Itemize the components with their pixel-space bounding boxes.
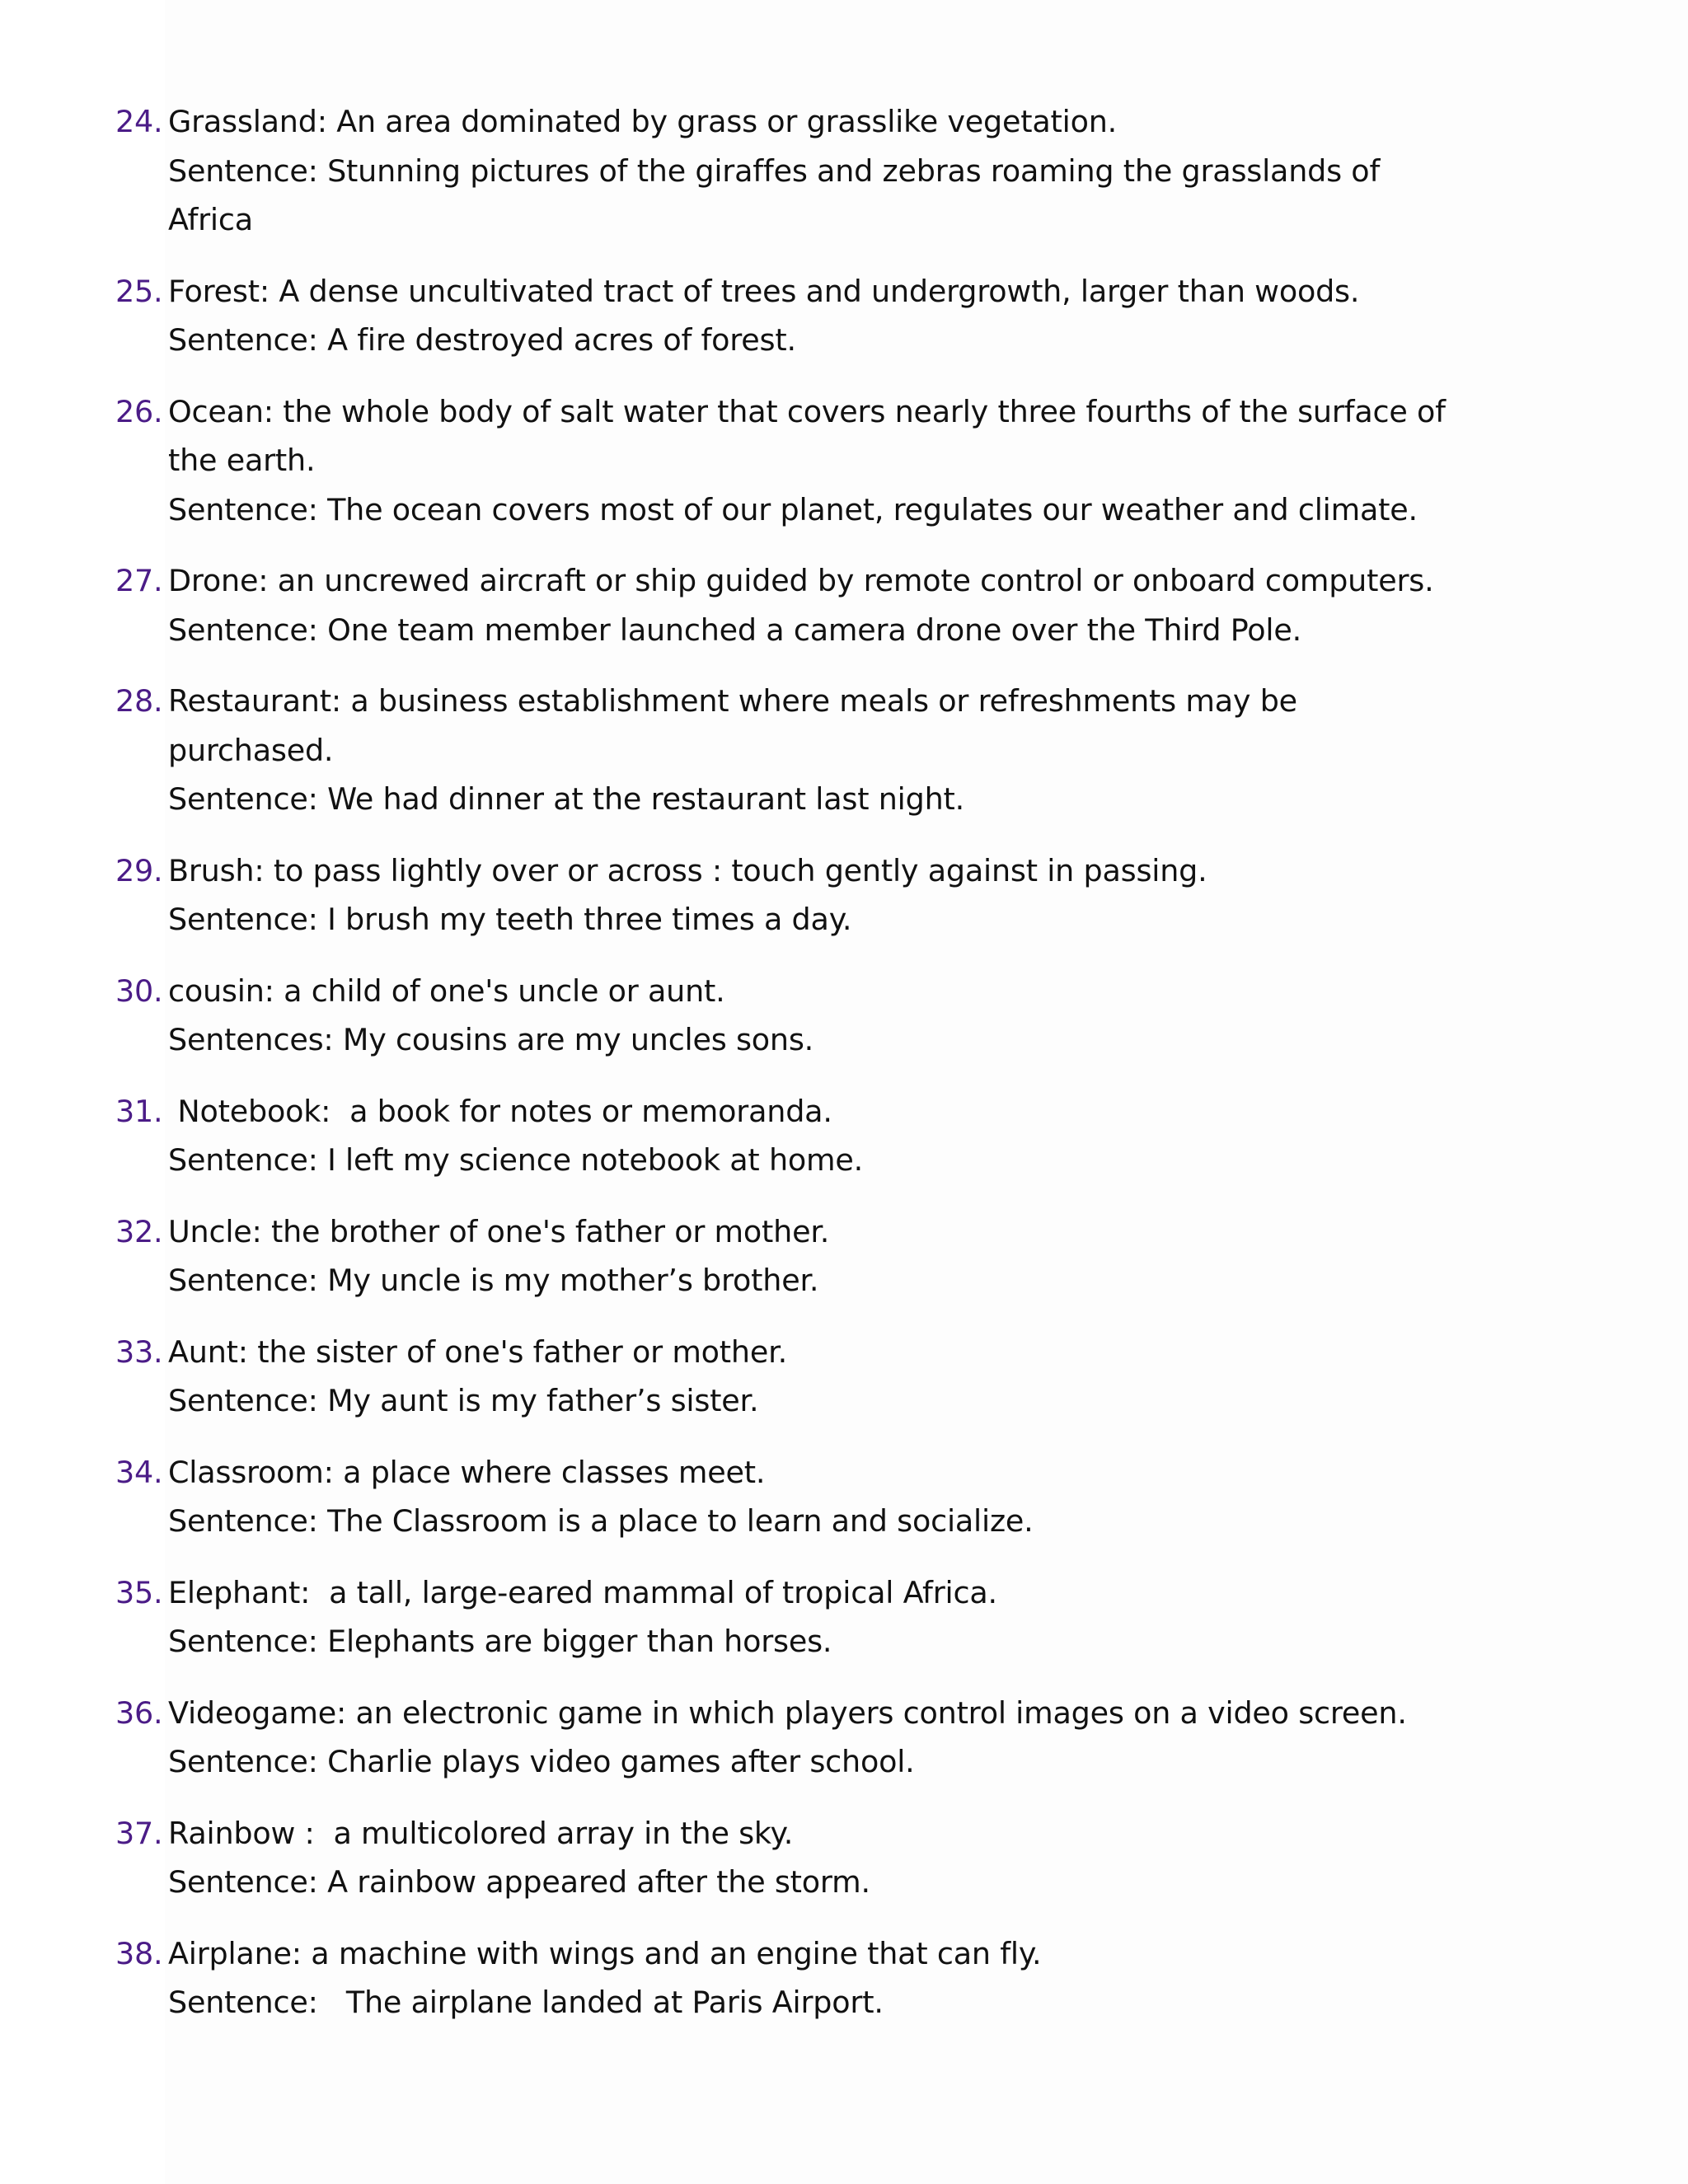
item-sentence: Sentence: Stunning pictures of the giraffes and zebras roaming the grasslands of Africa (168, 152, 1381, 237)
list-item (115, 97, 1467, 245)
item-sentence: Sentence: I left my science notebook at home. (168, 1142, 864, 1178)
list-item (115, 1087, 1467, 1185)
item-sentence: Sentence: A rainbow appeared after the storm. (168, 1864, 870, 1900)
list-item (115, 677, 1467, 824)
item-number: 26. (115, 393, 163, 429)
list-item (115, 967, 1467, 1065)
item-number: 30. (115, 972, 163, 1009)
item-sentence: Sentence: The Classroom is a place to learn and socialize. (168, 1503, 1034, 1539)
item-number: 37. (115, 1815, 163, 1851)
item-sentence: Sentence: One team member launched a camera drone over the Third Pole. (168, 612, 1302, 648)
item-definition: cousin: a child of one's uncle or aunt. (168, 972, 725, 1009)
item-definition: Restaurant: a business establishment where meals or refreshments may be purchased. (168, 683, 1297, 768)
list-item (115, 1448, 1467, 1546)
item-definition: Grassland: An area dominated by grass or grasslike vegetation. (168, 104, 1118, 139)
item-number: 34. (115, 1454, 163, 1490)
item-number: 36. (115, 1694, 163, 1731)
list-item (115, 1328, 1467, 1426)
item-number: 35. (115, 1574, 163, 1610)
list-item (115, 1568, 1467, 1666)
item-sentence: Sentence: A fire destroyed acres of forest. (168, 322, 796, 358)
item-sentence: Sentence: Charlie plays video games after school. (168, 1744, 915, 1779)
item-definition: Uncle: the brother of one's father or mother. (168, 1213, 830, 1249)
item-definition: Aunt: the sister of one's father or mother. (168, 1333, 787, 1370)
item-number: 28. (115, 683, 163, 719)
item-definition: Brush: to pass lightly over or across : touch gently against in passing. (168, 852, 1207, 888)
item-number: 38. (115, 1935, 163, 1971)
list-item (115, 846, 1467, 944)
list-item (115, 1809, 1467, 1907)
item-sentence: Sentences: My cousins are my uncles sons. (168, 1022, 814, 1057)
item-number: 33. (115, 1333, 163, 1370)
item-number: 27. (115, 563, 163, 598)
item-definition: Airplane: a machine with wings and an engine that can fly. (168, 1935, 1042, 1971)
item-definition: Elephant: a tall, large-eared mammal of tropical Africa. (168, 1574, 997, 1610)
item-definition: Forest: A dense uncultivated tract of trees and undergrowth, larger than woods. (168, 273, 1360, 309)
item-sentence: Sentence: Elephants are bigger than horses. (168, 1624, 832, 1659)
item-sentence: Sentence: We had dinner at the restaurant last night. (168, 781, 965, 817)
item-sentence: Sentence: I brush my teeth three times a day. (168, 902, 852, 937)
item-sentence: Sentence: The airplane landed at Paris Airport. (168, 1985, 884, 2020)
item-number: 29. (115, 852, 163, 888)
list-item (115, 556, 1467, 654)
item-definition: Ocean: the whole body of salt water that covers nearly three fourths of the surface of the earth. (168, 393, 1446, 478)
item-definition: Classroom: a place where classes meet. (168, 1454, 766, 1490)
item-definition: Notebook: a book for notes or memoranda. (168, 1093, 832, 1129)
item-number: 24. (115, 104, 163, 139)
item-sentence: Sentence: My aunt is my father’s sister. (168, 1383, 759, 1418)
vocabulary-list (115, 97, 1467, 2050)
list-item (115, 387, 1467, 535)
item-definition: Videogame: an electronic game in which players control images on a video screen. (168, 1694, 1407, 1731)
item-sentence: Sentence: My uncle is my mother’s brother. (168, 1263, 819, 1298)
item-number: 31. (115, 1093, 163, 1129)
list-item (115, 1689, 1467, 1787)
list-item (115, 267, 1467, 365)
list-item (115, 1929, 1467, 2027)
list-item (115, 1207, 1467, 1305)
item-number: 32. (115, 1213, 163, 1249)
item-definition: Rainbow : a multicolored array in the sky. (168, 1815, 794, 1851)
item-sentence: Sentence: The ocean covers most of our planet, regulates our weather and climate. (168, 491, 1418, 527)
item-number: 25. (115, 273, 163, 309)
item-definition: Drone: an uncrewed aircraft or ship guided by remote control or onboard computers. (168, 563, 1434, 598)
